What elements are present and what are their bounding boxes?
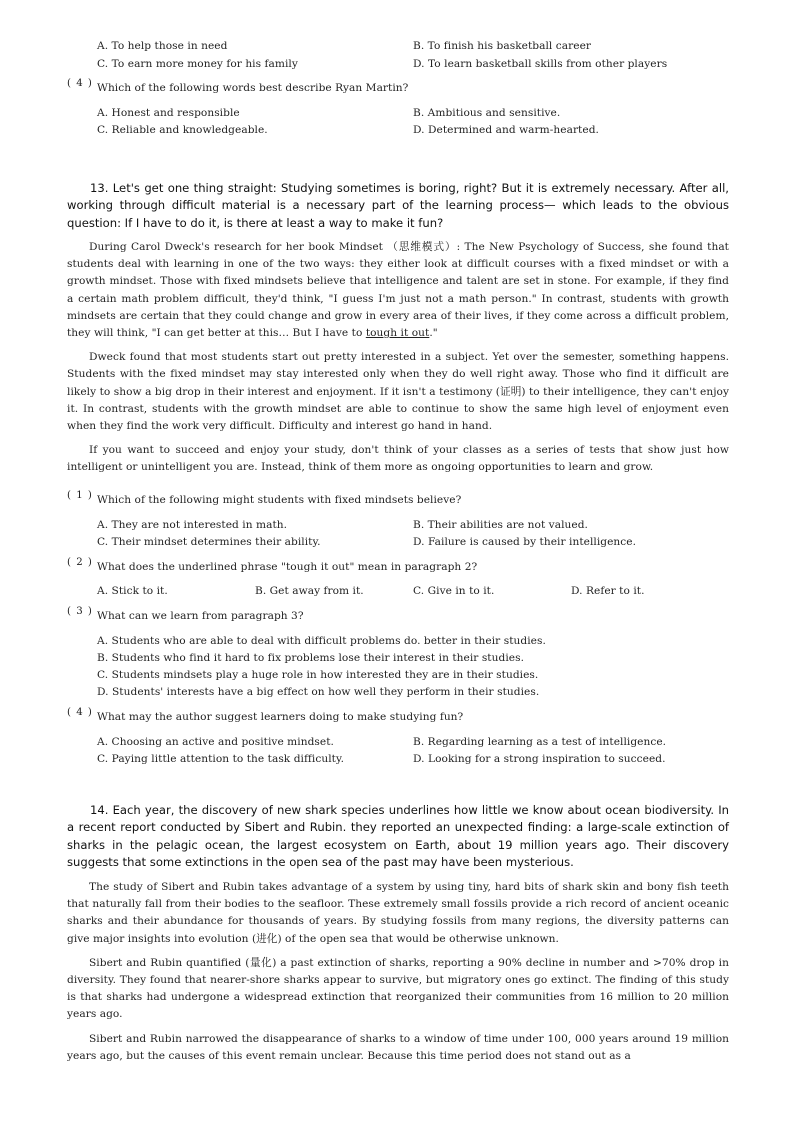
passage-14-intro bbox=[67, 802, 729, 872]
option-c[interactable]: C. Give in to it. bbox=[413, 585, 495, 597]
question-number: ( 2 ) bbox=[67, 557, 93, 568]
question-text: Which of the following words best describe Ryan Martin? bbox=[97, 82, 409, 94]
option-b[interactable]: B. Regarding learning as a test of intelligence. bbox=[413, 736, 667, 748]
passage-paragraph-2: Dweck found that most students start out pretty interested in a subject. Yet over the semester, something happens. Students with the fixed mindset may stay interested only when they do well right away. Those who find it difficult are likely to show a big drop in their interest and enjoyment. If it isn't a testimony (证明) to their intelligence, they can't enjoy it. In contrast, students with the growth mindset are able to continue to show the same high level of enjoyment even when they find the work very difficult. Difficulty and interest go hand in hand. bbox=[67, 351, 729, 433]
underlined-phrase: tough it out bbox=[365, 327, 430, 340]
option-d[interactable]: D. To learn basketball skills from other players bbox=[413, 58, 668, 70]
question-number: ( 4 ) bbox=[67, 707, 93, 718]
option-c[interactable]: C. Students mindsets play a huge role in how interested they are in their studies. bbox=[97, 669, 539, 681]
paragraph-text-end: ." bbox=[429, 327, 438, 340]
option-b[interactable]: B. Their abilities are not valued. bbox=[413, 519, 588, 531]
option-c[interactable]: C. To earn more money for his family bbox=[97, 58, 298, 70]
option-b[interactable]: B. Ambitious and sensitive. bbox=[413, 107, 561, 119]
option-d[interactable]: D. Refer to it. bbox=[571, 585, 645, 597]
passage-paragraph-3: Sibert and Rubin narrowed the disappearance of sharks to a window of time under 100, 000 years around 19 million years ago, but the causes of this event remain unclear. Because this time period does not stand out as a bbox=[67, 1032, 729, 1062]
option-a[interactable]: A. They are not interested in math. bbox=[97, 519, 288, 531]
option-c[interactable]: C. Reliable and knowledgeable. bbox=[97, 124, 268, 136]
option-c[interactable]: C. Paying little attention to the task difficulty. bbox=[97, 753, 344, 765]
question-text: What does the underlined phrase "tough it out" mean in paragraph 2? bbox=[97, 561, 478, 573]
paragraph-text: During Carol Dweck's research for her book Mindset （思维模式）: The New Psychology of Success, she found that students deal with learning in one of the two ways: they either look at difficult courses with a fixed mindset or with a growth mindset. Those with fixed mindsets believe that intelligence and talent are set in stone. For example, if they find a certain math problem difficult, they'd think, "I guess I'm just not a math person." In contrast, students with growth mindsets are certain that they could change and grow in every area of their lives, if they come across a difficult problem, they will think, "I can get better at this… But I have to bbox=[67, 241, 729, 340]
option-a[interactable]: A. Students who are able to deal with difficult problems do. better in their studies. bbox=[97, 635, 546, 647]
option-d[interactable]: D. Failure is caused by their intelligence. bbox=[413, 536, 637, 548]
option-c[interactable]: C. Their mindset determines their ability. bbox=[97, 536, 321, 548]
option-a[interactable]: A. To help those in need bbox=[97, 40, 228, 52]
passage-paragraph-2: Sibert and Rubin quantified (量化) a past extinction of sharks, reporting a 90% decline in number and >70% drop in diversity. They found that nearer-shore sharks appear to survive, but migratory ones go extinct. The finding of this study is that sharks had undergone a widespread extinction that reorganized their communities from 16 million to 20 million years ago. bbox=[67, 956, 729, 1021]
passage-paragraph-1: The study of Sibert and Rubin takes advantage of a system by using tiny, hard bits of shark skin and bony fish teeth that naturally fall from their bodies to the seafloor. These extremely small fossils provide a rich record of ancient oceanic sharks and their abundance for thousands of years. By studying fossils from many regions, the diversity patterns can give major insights into evolution (进化) of the open sea that would be otherwise unknown. bbox=[67, 881, 729, 945]
option-a[interactable]: A. Honest and responsible bbox=[97, 107, 240, 119]
option-b[interactable]: B. Get away from it. bbox=[255, 585, 364, 597]
option-b[interactable]: B. To finish his basketball career bbox=[413, 40, 592, 52]
option-d[interactable]: D. Determined and warm-hearted. bbox=[413, 124, 599, 136]
question-text: What can we learn from paragraph 3? bbox=[97, 610, 304, 622]
passage-13-body bbox=[67, 239, 729, 477]
question-number: ( 1 ) bbox=[67, 490, 93, 501]
passage-14-body bbox=[67, 879, 729, 1065]
option-b[interactable]: B. Students who find it hard to fix problems lose their interest in their studies. bbox=[97, 652, 524, 664]
question-text: What may the author suggest learners doing to make studying fun? bbox=[97, 711, 464, 723]
question-number: ( 3 ) bbox=[67, 606, 93, 617]
option-a[interactable]: A. Stick to it. bbox=[97, 585, 168, 597]
option-a[interactable]: A. Choosing an active and positive mindset. bbox=[97, 736, 334, 748]
question-text: Which of the following might students with fixed mindsets believe? bbox=[97, 494, 462, 506]
option-d[interactable]: D. Looking for a strong inspiration to succeed. bbox=[413, 753, 666, 765]
question-number: ( 4 ) bbox=[67, 78, 93, 89]
passage-intro-text: 14. Each year, the discovery of new shark species underlines how little we know about ocean biodiversity. In a recent report conducted by Sibert and Rubin. they reported an unexpected finding: a large-scale extinction of sharks in the pelagic ocean, the largest ecosystem on Earth, about 19 million years ago. Their discovery suggests that some extinctions in the open sea of the past may have been mysterious. bbox=[67, 803, 729, 870]
option-d[interactable]: D. Students' interests have a big effect on how well they perform in their studies. bbox=[97, 686, 540, 698]
passage-paragraph-3: If you want to succeed and enjoy your study, don't think of your classes as a series of tests that show just how intelligent or unintelligent you are. Instead, think of them more as ongoing opportunities to learn and grow. bbox=[67, 444, 729, 474]
passage-13-intro bbox=[67, 180, 729, 232]
passage-intro-text: 13. Let's get one thing straight: Studying sometimes is boring, right? But it is extremely necessary. After all, working through difficult material is a necessary part of the learning process— which leads to the obvious question: If I have to do it, is there at least a way to make it fun? bbox=[67, 181, 729, 230]
passage-paragraph-1 bbox=[67, 239, 729, 342]
